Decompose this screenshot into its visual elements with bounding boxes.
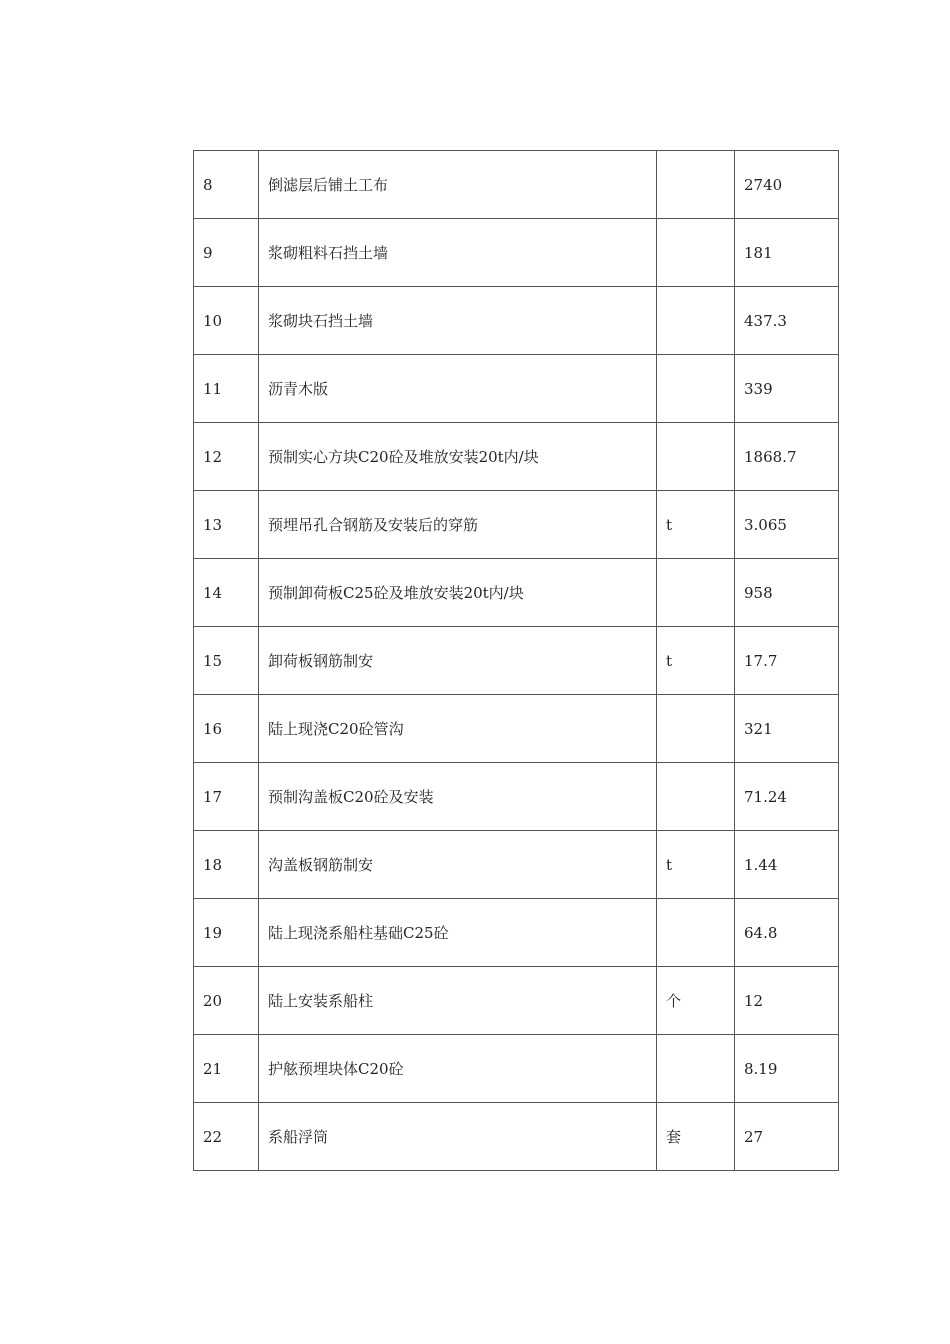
unit-cell (657, 763, 735, 831)
row-number-cell: 17 (194, 763, 259, 831)
row-number-cell: 11 (194, 355, 259, 423)
row-number-cell: 13 (194, 491, 259, 559)
unit-cell: t (657, 491, 735, 559)
unit-cell: t (657, 831, 735, 899)
quantity-cell: 321 (735, 695, 839, 763)
item-name-cell: 卸荷板钢筋制安 (259, 627, 657, 695)
quantity-cell: 339 (735, 355, 839, 423)
unit-cell (657, 1035, 735, 1103)
item-name-cell: 预制卸荷板C25砼及堆放安装20t内/块 (259, 559, 657, 627)
unit-cell (657, 151, 735, 219)
item-name-cell: 陆上现浇系船柱基础C25砼 (259, 899, 657, 967)
table-row (194, 1103, 839, 1171)
unit-cell (657, 219, 735, 287)
quantity-cell: 64.8 (735, 899, 839, 967)
unit-cell: 个 (657, 967, 735, 1035)
quantity-cell: 437.3 (735, 287, 839, 355)
item-name-cell: 倒滤层后铺土工布 (259, 151, 657, 219)
item-name-cell: 陆上安装系船柱 (259, 967, 657, 1035)
row-number-cell: 21 (194, 1035, 259, 1103)
item-name-cell: 沟盖板钢筋制安 (259, 831, 657, 899)
row-number-cell: 15 (194, 627, 259, 695)
table-row (194, 287, 839, 355)
unit-cell (657, 355, 735, 423)
quantity-cell: 71.24 (735, 763, 839, 831)
unit-cell: t (657, 627, 735, 695)
row-number-cell: 12 (194, 423, 259, 491)
row-number-cell: 18 (194, 831, 259, 899)
unit-cell (657, 423, 735, 491)
quantity-cell: 12 (735, 967, 839, 1035)
table-row (194, 831, 839, 899)
table-row (194, 219, 839, 287)
item-name-cell: 预制沟盖板C20砼及安装 (259, 763, 657, 831)
table-row (194, 1035, 839, 1103)
quantity-cell: 2740 (735, 151, 839, 219)
item-name-cell: 浆砌粗料石挡土墙 (259, 219, 657, 287)
row-number-cell: 22 (194, 1103, 259, 1171)
item-name-cell: 陆上现浇C20砼管沟 (259, 695, 657, 763)
quantity-cell: 1868.7 (735, 423, 839, 491)
quantity-cell: 958 (735, 559, 839, 627)
row-number-cell: 10 (194, 287, 259, 355)
unit-cell (657, 287, 735, 355)
unit-cell (657, 559, 735, 627)
table-row (194, 559, 839, 627)
table-row (194, 627, 839, 695)
quantities-table (193, 150, 839, 1171)
table-row (194, 695, 839, 763)
item-name-cell: 系船浮筒 (259, 1103, 657, 1171)
quantity-cell: 1.44 (735, 831, 839, 899)
table-row (194, 763, 839, 831)
quantity-cell: 8.19 (735, 1035, 839, 1103)
row-number-cell: 14 (194, 559, 259, 627)
unit-cell: 套 (657, 1103, 735, 1171)
item-name-cell: 浆砌块石挡土墙 (259, 287, 657, 355)
table-row (194, 967, 839, 1035)
table-row (194, 355, 839, 423)
table-row (194, 491, 839, 559)
table-row (194, 151, 839, 219)
quantity-cell: 3.065 (735, 491, 839, 559)
table-row (194, 423, 839, 491)
row-number-cell: 19 (194, 899, 259, 967)
unit-cell (657, 899, 735, 967)
item-name-cell: 护舷预埋块体C20砼 (259, 1035, 657, 1103)
row-number-cell: 16 (194, 695, 259, 763)
quantity-cell: 27 (735, 1103, 839, 1171)
row-number-cell: 9 (194, 219, 259, 287)
row-number-cell: 20 (194, 967, 259, 1035)
quantity-cell: 181 (735, 219, 839, 287)
unit-cell (657, 695, 735, 763)
item-name-cell: 沥青木版 (259, 355, 657, 423)
quantity-cell: 17.7 (735, 627, 839, 695)
item-name-cell: 预埋吊孔合钢筋及安装后的穿筋 (259, 491, 657, 559)
row-number-cell: 8 (194, 151, 259, 219)
table-body (194, 151, 839, 1171)
item-name-cell: 预制实心方块C20砼及堆放安装20t内/块 (259, 423, 657, 491)
table-row (194, 899, 839, 967)
